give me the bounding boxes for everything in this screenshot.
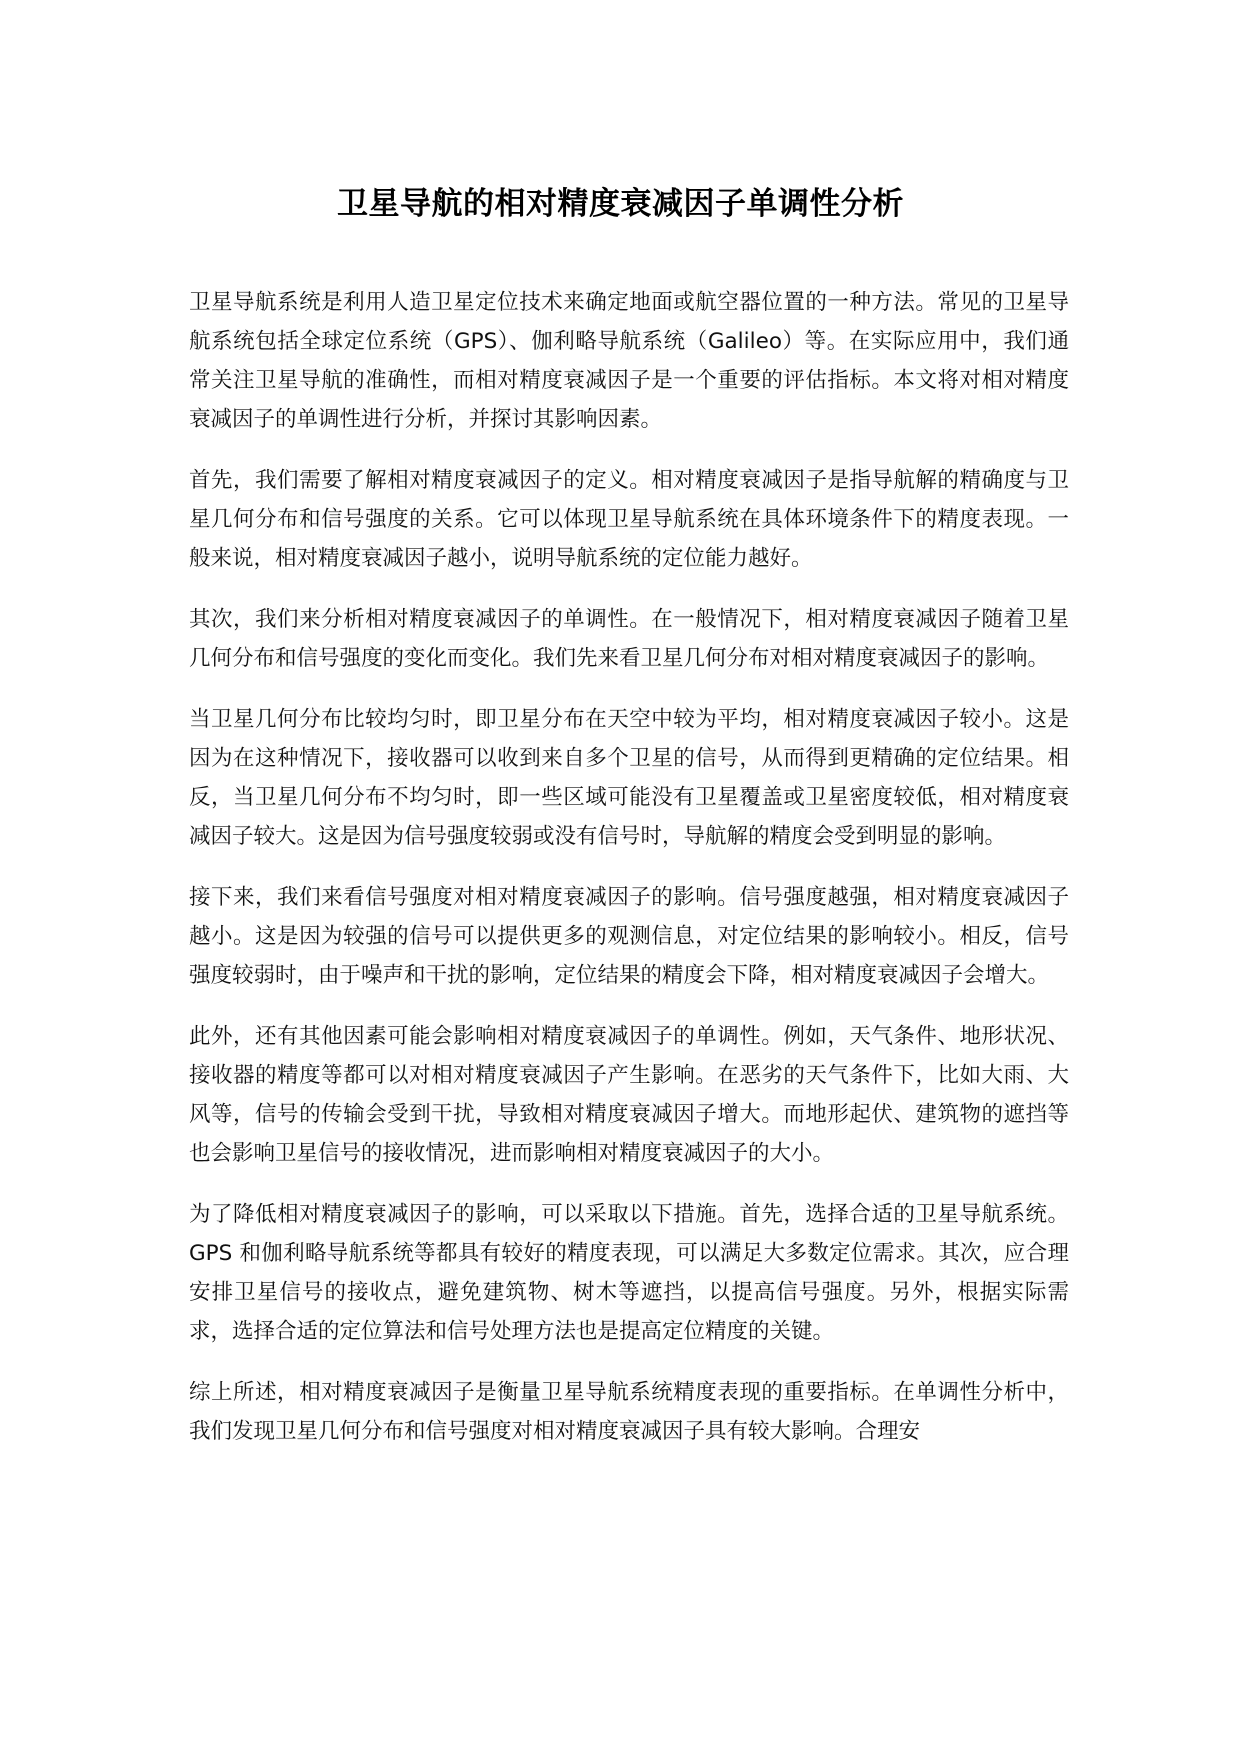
paragraph-6: 此外，还有其他因素可能会影响相对精度衰减因子的单调性。例如，天气条件、地形状况、接收器的精度等都可以对相对精度衰减因子产生影响。在恶劣的天气条件下，比如大雨、大风等，信号的传输会受到干扰，导致相对精度衰减因子增大。而地形起伏、建筑物的遮挡等也会影响卫星信号的接收情况，进而影响相对精度衰减因子的大小。	[189, 1024, 1069, 1166]
paragraph-7: 为了降低相对精度衰减因子的影响，可以采取以下措施。首先，选择合适的卫星导航系统。GPS 和伽利略导航系统等都具有较好的精度表现，可以满足大多数定位需求。其次，应合理安排卫星信号的接收点，避免建筑物、树木等遮挡，以提高信号强度。另外，根据实际需求，选择合适的定位算法和信号处理方法也是提高定位精度的关键。	[189, 1202, 1069, 1344]
paragraph-4: 当卫星几何分布比较均匀时，即卫星分布在天空中较为平均，相对精度衰减因子较小。这是因为在这种情况下，接收器可以收到来自多个卫星的信号，从而得到更精确的定位结果。相反，当卫星几何分布不均匀时，即一些区域可能没有卫星覆盖或卫星密度较低，相对精度衰减因子较大。这是因为信号强度较弱或没有信号时，导航解的精度会受到明显的影响。	[189, 707, 1069, 849]
document-body	[189, 283, 1069, 1473]
paragraph-3: 其次，我们来分析相对精度衰减因子的单调性。在一般情况下，相对精度衰减因子随着卫星几何分布和信号强度的变化而变化。我们先来看卫星几何分布对相对精度衰减因子的影响。	[189, 607, 1069, 671]
paragraph-2: 首先，我们需要了解相对精度衰减因子的定义。相对精度衰减因子是指导航解的精确度与卫星几何分布和信号强度的关系。它可以体现卫星导航系统在具体环境条件下的精度表现。一般来说，相对精度衰减因子越小，说明导航系统的定位能力越好。	[189, 468, 1069, 571]
paragraph-1: 卫星导航系统是利用人造卫星定位技术来确定地面或航空器位置的一种方法。常见的卫星导航系统包括全球定位系统（GPS）、伽利略导航系统（Galileo）等。在实际应用中，我们通常关注卫星导航的准确性，而相对精度衰减因子是一个重要的评估指标。本文将对相对精度衰减因子的单调性进行分析，并探讨其影响因素。	[189, 290, 1069, 432]
document-title: 卫星导航的相对精度衰减因子单调性分析	[337, 186, 904, 222]
paragraph-8: 综上所述，相对精度衰减因子是衡量卫星导航系统精度表现的重要指标。在单调性分析中，我们发现卫星几何分布和信号强度对相对精度衰减因子具有较大影响。合理安	[189, 1380, 1069, 1444]
paragraph-5: 接下来，我们来看信号强度对相对精度衰减因子的影响。信号强度越强，相对精度衰减因子越小。这是因为较强的信号可以提供更多的观测信息，对定位结果的影响较小。相反，信号强度较弱时，由于噪声和干扰的影响，定位结果的精度会下降，相对精度衰减因子会增大。	[189, 885, 1069, 988]
